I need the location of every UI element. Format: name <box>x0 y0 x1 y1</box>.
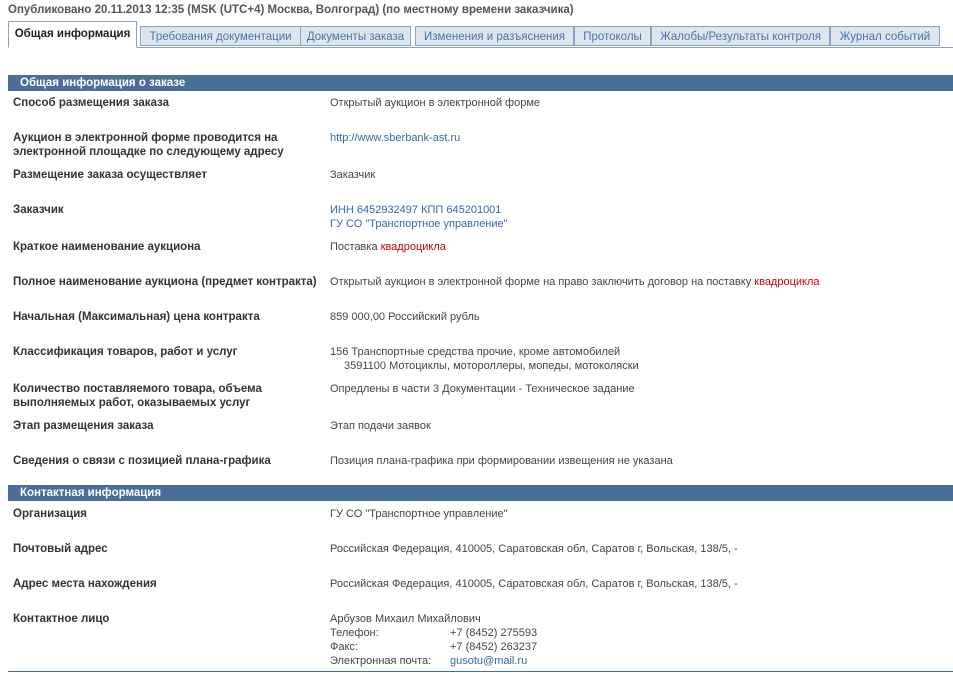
full-name-text: Открытый аукцион в электронной форме на право заключить договор на поставку <box>330 276 755 288</box>
row-label: Краткое наименование аукциона <box>13 241 201 253</box>
tab-order-documents[interactable]: Документы заказа <box>300 26 411 46</box>
row-value: Позиция плана-графика при формировании извещения не указана <box>330 455 673 467</box>
row-value: Российская Федерация, 410005, Саратовская обл, Саратов г, Вольская, 138/5, - <box>330 543 738 555</box>
fax-label: Факс: <box>330 641 358 653</box>
row-value <box>330 131 950 145</box>
row-label: Адрес места нахождения <box>13 578 157 590</box>
phone-label: Телефон: <box>330 627 379 639</box>
row-label: Этап размещения заказа <box>13 420 154 432</box>
row-value: Российская Федерация, 410005, Саратовская обл, Саратов г, Вольская, 138/5, - <box>330 578 738 590</box>
row-value <box>330 345 950 373</box>
row-value: 859 000,00 Российский рубль <box>330 311 480 323</box>
row-value: Этап подачи заявок <box>330 420 431 432</box>
row-label: Количество поставляемого товара, объема выполняемых работ, оказываемых услуг <box>13 383 262 409</box>
tab-complaints[interactable]: Жалобы/Результаты контроля <box>651 26 830 46</box>
fax-value: +7 (8452) 263237 <box>450 641 538 653</box>
customer-inn-link[interactable]: ИНН 6452932497 КПП 645201001 <box>330 204 502 216</box>
platform-link[interactable]: http://www.sberbank-ast.ru <box>330 132 461 144</box>
row-label: Сведения о связи с позицией плана-графика <box>13 455 271 467</box>
tab-changes-clarifications[interactable]: Изменения и разъяснения <box>415 26 574 46</box>
section-header-general: Общая информация о заказе <box>8 75 953 91</box>
row-label: Заказчик <box>13 204 64 216</box>
contact-email <box>330 654 950 668</box>
row-value: Заказчик <box>330 169 376 181</box>
row-label: Полное наименование аукциона (предмет контракта) <box>13 276 317 288</box>
row-value <box>330 203 950 231</box>
email-link[interactable]: gusotu@mail.ru <box>450 655 528 667</box>
tab-documentation-requirements[interactable]: Требования документации <box>140 26 301 46</box>
contact-phone <box>330 626 950 640</box>
bottom-divider <box>8 671 953 672</box>
row-label: Почтовый адрес <box>13 543 108 555</box>
row-value <box>330 275 950 289</box>
row-value <box>330 240 950 254</box>
short-name-text: Поставка <box>330 241 381 253</box>
customer-name-link[interactable]: ГУ СО "Транспортное управление" <box>330 218 508 230</box>
row-value: Открытый аукцион в электронной форме <box>330 97 541 109</box>
highlight-term: квадроцикла <box>754 276 820 288</box>
row-label: Аукцион в электронной форме проводится на электронной площадке по следующему адресу <box>13 132 284 158</box>
row-value: ГУ СО "Транспортное управление" <box>330 508 508 520</box>
tab-general-info[interactable]: Общая информация <box>8 21 137 48</box>
published-date: Опубликовано 20.11.2013 12:35 (MSK (UTC+4) Москва, Волгоград) (по местному времени заказчика) <box>8 4 574 16</box>
tab-event-log[interactable]: Журнал событий <box>830 26 940 46</box>
row-label: Размещение заказа осуществляет <box>13 169 207 181</box>
section-header-contact: Контактная информация <box>8 485 953 501</box>
contact-name: Арбузов Михаил Михайлович <box>330 613 481 625</box>
row-value <box>330 612 950 668</box>
row-label: Начальная (Максимальная) цена контракта <box>13 311 260 323</box>
phone-value: +7 (8452) 275593 <box>450 627 538 639</box>
row-label: Организация <box>13 508 87 520</box>
tab-bar <box>8 21 953 48</box>
classification-line-2: 3591100 Мотоциклы, мотороллеры, мопеды, мотоколяски <box>344 360 639 372</box>
email-label: Электронная почта: <box>330 655 432 667</box>
highlight-term: квадроцикла <box>380 241 446 253</box>
contact-fax <box>330 640 950 654</box>
tab-protocols[interactable]: Протоколы <box>574 26 651 46</box>
row-value: Опредлены в части 3 Документации - Техническое задание <box>330 383 635 395</box>
row-label: Классификация товаров, работ и услуг <box>13 346 238 358</box>
classification-line-1: 156 Транспортные средства прочие, кроме автомобилей <box>330 346 621 358</box>
tab-bar-line <box>8 47 953 48</box>
row-label: Контактное лицо <box>13 613 110 625</box>
row-label: Способ размещения заказа <box>13 97 169 109</box>
